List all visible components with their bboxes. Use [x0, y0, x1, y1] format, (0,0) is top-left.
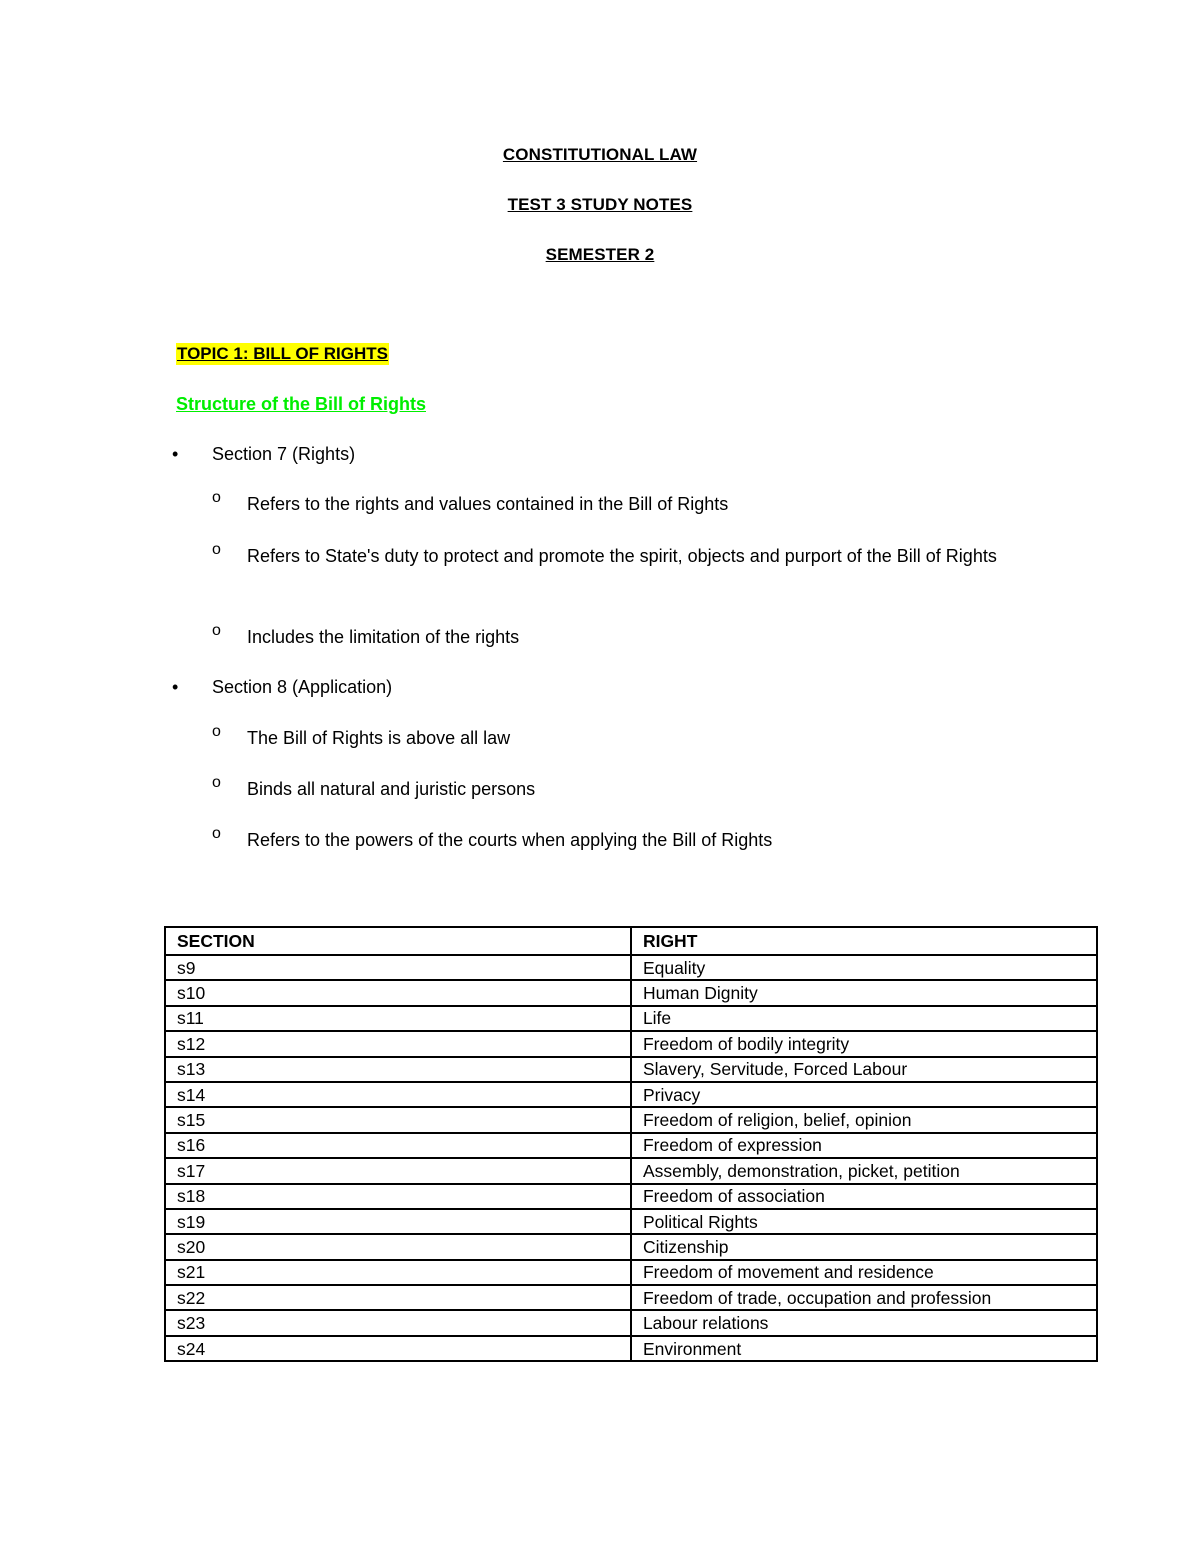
sub-bullet-text: Refers to the rights and values contained in the Bill of Rights	[247, 494, 729, 514]
sub-bullet-icon: o	[212, 723, 221, 740]
section-cell: s10	[165, 980, 631, 1005]
bullet-label: Section 7 (Rights)	[212, 444, 356, 464]
sub-bullet-icon: o	[212, 489, 221, 506]
sub-bullet-text: Refers to the powers of the courts when applying the Bill of Rights	[247, 830, 773, 850]
section-cell: s16	[165, 1133, 631, 1158]
right-cell: Freedom of association	[631, 1184, 1097, 1209]
right-cell: Freedom of movement and residence	[631, 1260, 1097, 1285]
sub-bullet-text: Includes the limitation of the rights	[247, 627, 520, 647]
table-row	[165, 1209, 1097, 1234]
table-header-row	[165, 927, 1097, 955]
table-row	[165, 1260, 1097, 1285]
section-cell: s22	[165, 1285, 631, 1310]
table-row	[165, 1234, 1097, 1259]
table-row	[165, 980, 1097, 1005]
table-row	[165, 1158, 1097, 1183]
bullet-icon: •	[172, 677, 179, 697]
table-row	[165, 1107, 1097, 1132]
table-row	[165, 1082, 1097, 1107]
sub-bullet-text: Refers to State's duty to protect and promote the spirit, objects and purport of the Bill of Rights	[247, 546, 997, 566]
column-header-right: RIGHT	[631, 927, 1097, 955]
section-cell: s11	[165, 1006, 631, 1031]
table-row	[165, 1184, 1097, 1209]
section-cell: s23	[165, 1310, 631, 1335]
table-row	[165, 1006, 1097, 1031]
sub-bullet-text: Binds all natural and juristic persons	[247, 779, 536, 799]
right-cell: Equality	[631, 955, 1097, 980]
right-cell: Freedom of religion, belief, opinion	[631, 1107, 1097, 1132]
table-row	[165, 955, 1097, 980]
section-cell: s20	[165, 1234, 631, 1259]
table-row	[165, 1310, 1097, 1335]
right-cell: Freedom of bodily integrity	[631, 1031, 1097, 1056]
sub-bullet-icon: o	[212, 774, 221, 791]
bullet-icon: •	[172, 444, 179, 464]
right-cell: Freedom of expression	[631, 1133, 1097, 1158]
sub-bullet-text: The Bill of Rights is above all law	[247, 728, 511, 748]
document-semester: SEMESTER 2	[545, 245, 655, 264]
section-cell: s12	[165, 1031, 631, 1056]
rights-table	[164, 926, 1098, 1362]
section-cell: s13	[165, 1057, 631, 1082]
section-cell: s15	[165, 1107, 631, 1132]
bullet-label: Section 8 (Application)	[212, 677, 393, 697]
right-cell: Political Rights	[631, 1209, 1097, 1234]
table-row	[165, 1057, 1097, 1082]
right-cell: Environment	[631, 1336, 1097, 1361]
right-cell: Human Dignity	[631, 980, 1097, 1005]
document-title: CONSTITUTIONAL LAW	[502, 145, 698, 164]
right-cell: Slavery, Servitude, Forced Labour	[631, 1057, 1097, 1082]
table-row	[165, 1031, 1097, 1056]
section-subheading: Structure of the Bill of Rights	[176, 394, 426, 414]
table-row	[165, 1285, 1097, 1310]
right-cell: Freedom of trade, occupation and profession	[631, 1285, 1097, 1310]
right-cell: Privacy	[631, 1082, 1097, 1107]
right-cell: Assembly, demonstration, picket, petition	[631, 1158, 1097, 1183]
rights-table-body	[165, 955, 1097, 1361]
section-cell: s9	[165, 955, 631, 980]
right-cell: Citizenship	[631, 1234, 1097, 1259]
document-subtitle: TEST 3 STUDY NOTES	[507, 195, 693, 214]
right-cell: Life	[631, 1006, 1097, 1031]
topic-heading: TOPIC 1: BILL OF RIGHTS	[177, 344, 388, 363]
sub-bullet-icon: o	[212, 825, 221, 842]
section-cell: s24	[165, 1336, 631, 1361]
section-cell: s18	[165, 1184, 631, 1209]
section-cell: s21	[165, 1260, 631, 1285]
sub-bullet-icon: o	[212, 622, 221, 639]
table-row	[165, 1336, 1097, 1361]
right-cell: Labour relations	[631, 1310, 1097, 1335]
sub-bullet-icon: o	[212, 541, 221, 558]
table-row	[165, 1133, 1097, 1158]
section-cell: s19	[165, 1209, 631, 1234]
section-cell: s17	[165, 1158, 631, 1183]
section-cell: s14	[165, 1082, 631, 1107]
column-header-section: SECTION	[165, 927, 631, 955]
